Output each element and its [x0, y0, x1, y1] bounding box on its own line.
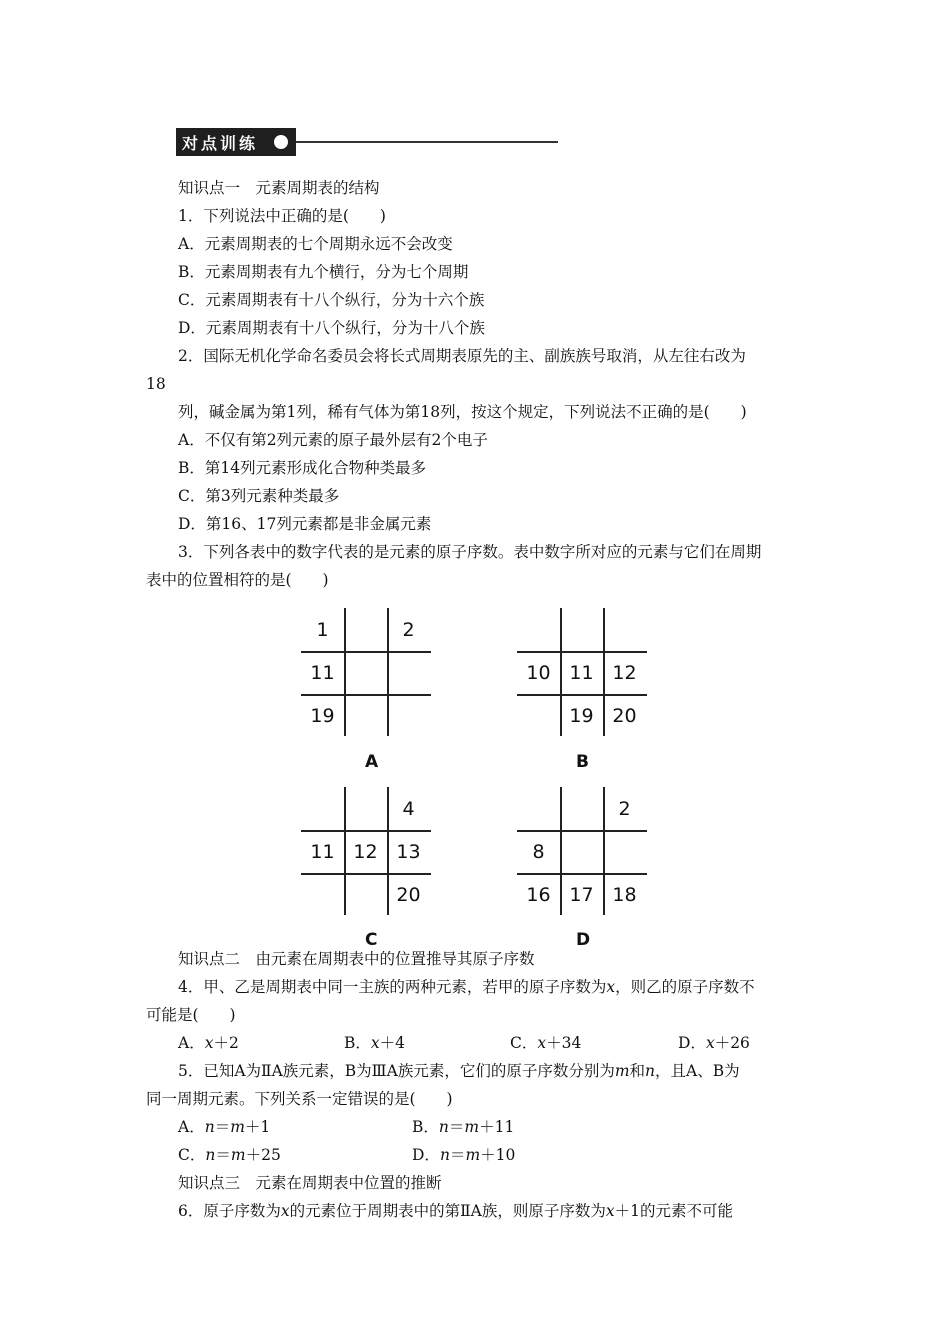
grid-cell: 11 [310, 840, 335, 863]
grid-cell: 10 [526, 661, 551, 684]
q1-option-c: C．元素周期表有十八个纵行，分为十六个族 [178, 291, 485, 309]
q6-stem-var: x [280, 1202, 290, 1220]
grid-cell: 19 [310, 704, 335, 727]
opt-prefix: D． [678, 1034, 706, 1052]
q2-option-a: A．不仅有第2列元素的原子最外层有2个电子 [178, 431, 488, 449]
q4-stem-text: 4．甲、乙是周期表中同一主族的两种元素，若甲的原子序数为 [178, 978, 607, 996]
grid-cell: 18 [612, 883, 637, 906]
q5-stem-text: ，且A、B为 [655, 1062, 740, 1080]
grid-cell [387, 694, 430, 737]
q4-stem-text: ，则乙的原子序数不 [615, 978, 755, 996]
q1-option-d: D．元素周期表有十八个纵行，分为十八个族 [178, 319, 485, 337]
knowledge-point-2-title: 知识点二 由元素在周期表中的位置推导其原子序数 [178, 950, 535, 968]
knowledge-point-3-title: 知识点三 元素在周期表中位置的推断 [178, 1174, 442, 1192]
q2-option-b: B．第14列元素形成化合物种类最多 [178, 459, 427, 477]
opt-prefix: B． [344, 1034, 371, 1052]
q6-stem [178, 1201, 733, 1221]
q4-option-d [678, 1033, 750, 1053]
opt-var: x [204, 1034, 214, 1052]
grid-cell: 11 [310, 661, 335, 684]
bullet-dot-icon [274, 135, 288, 149]
q5-option-c [178, 1145, 281, 1165]
grid-c-label: C [365, 930, 378, 950]
grid-cell: 20 [396, 883, 421, 906]
grid-cell: 12 [612, 661, 637, 684]
grid-cell [344, 694, 387, 737]
opt-var: m [465, 1146, 481, 1164]
q5-stem-var: n [645, 1062, 656, 1080]
grid-a [301, 608, 431, 736]
section-header-rule [296, 141, 558, 143]
opt-var: x [705, 1034, 715, 1052]
q2-option-d: D．第16、17列元素都是非金属元素 [178, 515, 432, 533]
grid-cell [560, 608, 603, 651]
grid-c [301, 787, 431, 915]
opt-var: n [438, 1118, 449, 1136]
opt-prefix: A． [178, 1118, 205, 1136]
opt-text: ＝ [215, 1146, 231, 1164]
q6-stem-var: x [605, 1202, 615, 1220]
opt-text: ＋2 [213, 1034, 239, 1052]
q4-option-c [510, 1033, 581, 1053]
opt-prefix: B． [412, 1118, 439, 1136]
q4-option-b [344, 1033, 405, 1053]
q1-stem: 1．下列说法中正确的是( ) [178, 207, 386, 225]
opt-var: m [230, 1146, 246, 1164]
opt-var: n [205, 1146, 216, 1164]
opt-prefix: C． [178, 1146, 206, 1164]
grid-cell [344, 787, 387, 830]
q5-stem-line2: 同一周期元素。下列关系一定错误的是( ) [146, 1090, 453, 1108]
opt-text: ＋1 [244, 1118, 271, 1136]
q6-stem-text: ＋1的元素不可能 [614, 1202, 733, 1220]
opt-text: ＋11 [479, 1118, 515, 1136]
opt-prefix: C． [510, 1034, 538, 1052]
grid-cell [603, 608, 646, 651]
q4-option-a [178, 1033, 239, 1053]
opt-var: n [439, 1146, 450, 1164]
q4-stem-line2: 可能是( ) [146, 1006, 236, 1024]
grid-cell: 11 [569, 661, 594, 684]
q5-option-b [412, 1117, 514, 1137]
grid-cell: 16 [526, 883, 551, 906]
opt-text: ＋34 [546, 1034, 582, 1052]
opt-text: ＋4 [379, 1034, 406, 1052]
q2-option-c: C．第3列元素种类最多 [178, 487, 340, 505]
grid-cell [387, 651, 430, 694]
grid-cell: 13 [396, 840, 421, 863]
q4-stem-var: x [606, 978, 616, 996]
grid-cell: 12 [353, 840, 378, 863]
q2-stem-line1: 2．国际无机化学命名委员会将长式周期表原先的主、副族族号取消，从左往右改为 [178, 347, 746, 365]
grid-cell: 19 [569, 704, 594, 727]
grid-cell [560, 830, 603, 873]
grid-cell: 20 [612, 704, 637, 727]
section-header-label: 对点训练 [176, 128, 296, 156]
q3-stem-line2: 表中的位置相符的是( ) [146, 571, 329, 589]
opt-var: n [204, 1118, 215, 1136]
grid-d-label: D [576, 930, 591, 950]
q5-option-d [412, 1145, 515, 1165]
grid-b [517, 608, 647, 736]
q4-stem-line1 [178, 977, 755, 997]
opt-text: ＝ [449, 1146, 466, 1164]
grid-a-label: A [365, 752, 379, 772]
grid-cell: 1 [316, 618, 329, 641]
grid-cell: 4 [402, 797, 415, 820]
grid-cell [301, 787, 344, 830]
grid-cell [517, 694, 560, 737]
grid-b-label: B [576, 752, 589, 772]
opt-prefix: D． [412, 1146, 440, 1164]
grid-cell [301, 873, 344, 916]
grid-cell: 2 [618, 797, 631, 820]
q6-stem-text: 6．原子序数为 [178, 1202, 281, 1220]
opt-var: m [230, 1118, 245, 1136]
opt-text: ＝ [214, 1118, 231, 1136]
opt-text: ＋26 [714, 1034, 750, 1052]
opt-text: ＋10 [480, 1146, 516, 1164]
grid-cell: 17 [569, 883, 594, 906]
grid-cell: 2 [402, 618, 415, 641]
grid-cell [344, 873, 387, 916]
q2-stem-line2: 18 [146, 375, 166, 393]
knowledge-point-1-title: 知识点一 元素周期表的结构 [178, 179, 380, 197]
q1-option-a: A．元素周期表的七个周期永远不会改变 [178, 235, 453, 253]
q5-stem-text: 和 [629, 1062, 646, 1080]
opt-text: ＋25 [245, 1146, 281, 1164]
q5-stem-line1 [178, 1061, 740, 1081]
q6-stem-text: 的元素位于周期表中的第ⅡA族，则原子序数为 [289, 1202, 606, 1220]
opt-text: ＝ [448, 1118, 465, 1136]
q5-option-a [178, 1117, 270, 1137]
opt-var: x [370, 1034, 380, 1052]
q5-stem-text: 5．已知A为ⅡA族元素，B为ⅢA族元素，它们的原子序数分别为 [178, 1062, 615, 1080]
q5-stem-var: m [614, 1062, 630, 1080]
opt-prefix: A． [178, 1034, 205, 1052]
grid-cell [517, 787, 560, 830]
grid-cell [344, 651, 387, 694]
q1-option-b: B．元素周期表有九个横行，分为七个周期 [178, 263, 469, 281]
opt-var: x [537, 1034, 547, 1052]
grid-cell [344, 608, 387, 651]
q3-stem-line1: 3．下列各表中的数字代表的是元素的原子序数。表中数字所对应的元素与它们在周期 [178, 543, 762, 561]
grid-cell [560, 787, 603, 830]
grid-cell: 8 [532, 840, 545, 863]
opt-var: m [464, 1118, 480, 1136]
grid-cell [603, 830, 646, 873]
q2-stem-line3: 列，碱金属为第1列，稀有气体为第18列，按这个规定，下列说法不正确的是( ) [178, 403, 747, 421]
grid-cell [517, 608, 560, 651]
grid-d [517, 787, 647, 915]
